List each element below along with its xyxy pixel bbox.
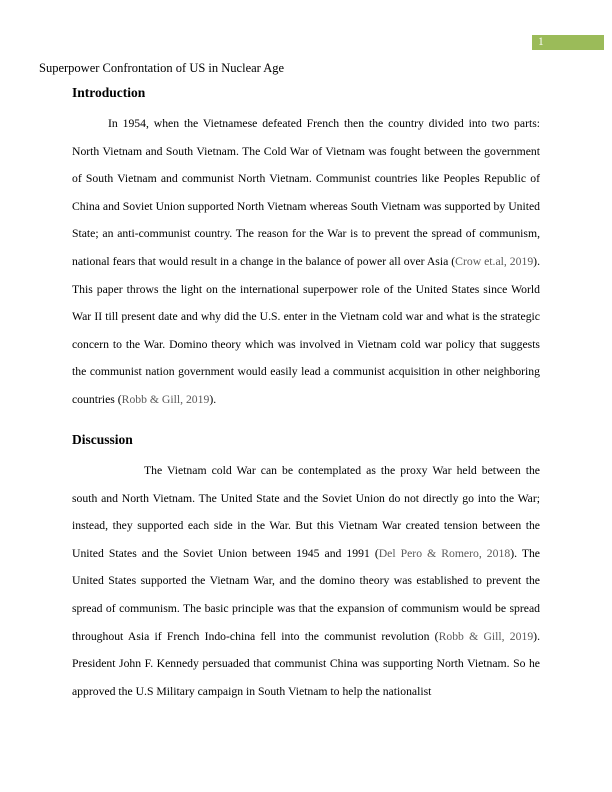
page-number [532, 35, 604, 50]
discussion-text-2: ). The United States supported the Vietnam War, and the domino theory was established to prevent the spread of communism. The basic principle was that the expansion of communism would be spread throughout Asia if French Indo-china fell into the communist revolution ( [72, 546, 540, 643]
introduction-text-3: ). [209, 392, 217, 406]
running-head: Superpower Confrontation of US in Nuclear Age [39, 61, 285, 75]
introduction-text-1: In 1954, when the Vietnamese defeated French then the country divided into two parts: North Vietnam and South Vietnam. The Cold War of Vietnam was fought between the government of South Vietnam and communist North Vietnam. Communist countries like Peoples Republic of China and Soviet Union supported North Vietnam whereas South Vietnam was supported by United State; an anti-communist country. The reason for the War is to prevent the spread of communism, national fears that would result in a change in the balance of power all over Asia ( [72, 117, 540, 268]
citation-robb-gill: Robb & Gill, 2019 [121, 392, 210, 406]
introduction-heading: Introduction [72, 85, 146, 100]
discussion-text-1: The Vietnam cold War can be contemplated as the proxy War held between the south and North Vietnam. The United State and the Soviet Union do not directly go into the War; instead, they supported each side in the War. But this Vietnam War created tension between the United States and the Soviet Union between 1945 and 1991 ( [72, 464, 540, 560]
discussion-text-3: ). President John F. Kennedy persuaded that communist China was supporting North Vietnam. So he approved the U.S Military campaign in South Vietnam to help the nationalist [72, 629, 540, 698]
discussion-paragraph [72, 457, 540, 705]
citation-crow: Crow et.al, 2019 [455, 254, 534, 268]
discussion-heading: Discussion [72, 432, 133, 447]
introduction-text-2: ). This paper throws the light on the international superpower role of the United States since World War II till present date and why did the U.S. enter in the Vietnam cold war and what is the strategic concern to the War. Domino theory which was involved in Vietnam cold war policy that suggests the communist nation government would easily lead a communist acquisition in other neighboring countries ( [72, 254, 540, 406]
page-number-text: 1 [538, 36, 544, 48]
citation-robb-gill-2: Robb & Gill, 2019 [438, 629, 534, 643]
citation-del-pero-romero: Del Pero & Romero, 2018 [378, 546, 511, 560]
introduction-paragraph [72, 110, 540, 414]
